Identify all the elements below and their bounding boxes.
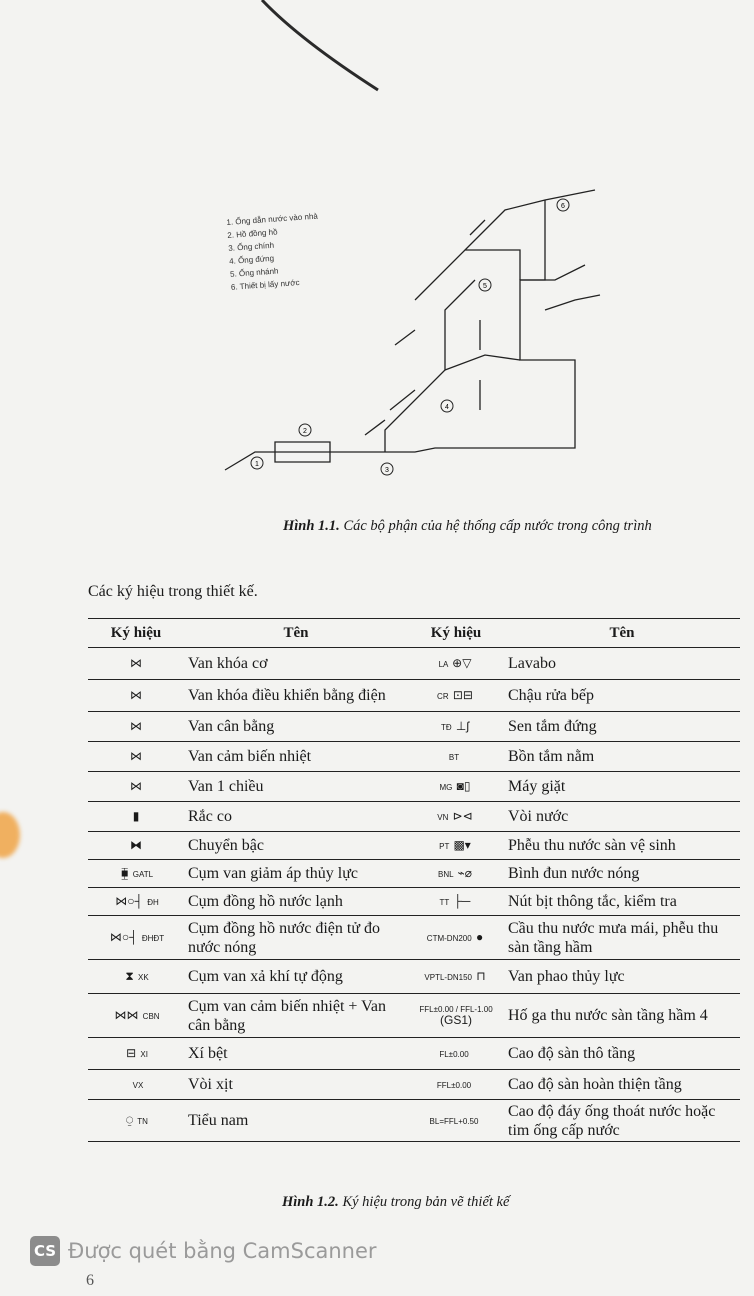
symbol-glyph-icon: ⊡⊟ <box>452 687 473 702</box>
symbol-cell <box>88 832 184 860</box>
table-row <box>88 802 740 832</box>
marker-5 <box>479 279 491 291</box>
marker-2 <box>299 424 311 436</box>
symbol-cell <box>408 648 504 680</box>
symbol-cell <box>88 772 184 802</box>
table-row <box>88 742 740 772</box>
table-row <box>88 860 740 888</box>
symbol-cell <box>88 802 184 832</box>
name-cell: Chuyển bậc <box>184 832 408 860</box>
symbol-cell <box>88 648 184 680</box>
symbol-glyph-icon: ⌁⌀ <box>457 865 472 880</box>
symbol-cell <box>408 960 504 994</box>
caption-label: Hình 1.2. <box>282 1194 339 1210</box>
symbol-cell <box>88 712 184 742</box>
intro-text: Các ký hiệu trong thiết kế. <box>88 583 258 600</box>
symbol-glyph-icon: ⧯ <box>120 865 129 880</box>
symbol-cell <box>408 680 504 712</box>
name-cell: Cao độ sàn thô tầng <box>504 1038 740 1070</box>
symbol-cell <box>408 1100 504 1142</box>
symbol-code: FL±0.00 <box>439 1049 469 1059</box>
symbol-cell <box>408 802 504 832</box>
table-row <box>88 1100 740 1142</box>
marker-6 <box>557 199 569 211</box>
symbol-glyph-icon: (GS1) <box>439 1013 472 1027</box>
marker-3 <box>381 463 393 475</box>
symbol-cell <box>88 960 184 994</box>
name-cell: Hố ga thu nước sàn tầng hầm 4 <box>504 994 740 1038</box>
name-cell: Cụm đồng hồ nước lạnh <box>184 888 408 916</box>
symbol-code: FFL±0.00 / FFL-1.00 <box>419 1005 493 1014</box>
table-row <box>88 960 740 994</box>
symbol-code: MG <box>439 782 453 792</box>
marker-1 <box>251 457 263 469</box>
symbol-code: VX <box>132 1080 144 1090</box>
symbol-glyph-icon: ◙▯ <box>456 778 471 793</box>
figure-1-caption <box>283 518 652 535</box>
col-name: Tên <box>504 619 740 648</box>
symbol-cell <box>88 994 184 1038</box>
symbol-code: ĐHĐT <box>141 933 165 943</box>
symbol-code: LA <box>438 659 448 669</box>
symbol-cell <box>408 1070 504 1100</box>
name-cell: Nút bịt thông tắc, kiểm tra <box>504 888 740 916</box>
name-cell: Vòi nước <box>504 802 740 832</box>
table-row <box>88 712 740 742</box>
symbol-code: VN <box>437 812 449 822</box>
camscanner-logo: CS <box>30 1236 60 1266</box>
col-symbol: Ký hiệu <box>88 619 184 648</box>
name-cell: Cụm van giảm áp thủy lực <box>184 860 408 888</box>
table-row <box>88 680 740 712</box>
figure-2-caption <box>282 1194 509 1211</box>
svg-text:1: 1 <box>255 461 259 468</box>
table-header <box>88 619 740 648</box>
name-cell: Van phao thủy lực <box>504 960 740 994</box>
symbol-cell <box>408 832 504 860</box>
symbol-code: CR <box>437 691 449 701</box>
name-cell: Cụm đồng hồ nước điện tử đo nước nóng <box>184 916 408 960</box>
svg-text:2: 2 <box>303 428 307 435</box>
symbol-code: TĐ <box>440 722 452 732</box>
symbol-glyph-icon: ▮ <box>132 808 140 823</box>
diagram-legend <box>226 210 323 294</box>
camscanner-watermark <box>30 1236 377 1266</box>
symbol-glyph-icon: ⊥ʃ <box>455 718 470 733</box>
table-row <box>88 648 740 680</box>
symbol-cell <box>408 712 504 742</box>
col-symbol: Ký hiệu <box>408 619 504 648</box>
name-cell: Van cân bằng <box>184 712 408 742</box>
symbol-glyph-icon: ⋈○┤ <box>115 893 143 908</box>
caption-label: Hình 1.1. <box>283 518 340 534</box>
symbol-cell <box>88 680 184 712</box>
name-cell: Cụm van cảm biến nhiệt + Van cân bằng <box>184 994 408 1038</box>
symbol-code: FFL±0.00 <box>436 1080 472 1090</box>
symbol-cell <box>88 1100 184 1142</box>
name-cell: Xí bệt <box>184 1038 408 1070</box>
table-row <box>88 994 740 1038</box>
symbol-cell <box>408 916 504 960</box>
symbol-code: XI <box>140 1049 148 1059</box>
symbol-glyph-icon: ⍜ <box>126 1112 134 1127</box>
symbol-code: BT <box>448 752 460 762</box>
symbol-code: PT <box>439 841 450 851</box>
svg-text:4: 4 <box>445 404 449 411</box>
name-cell: Chậu rửa bếp <box>504 680 740 712</box>
name-cell: Phễu thu nước sàn vệ sinh <box>504 832 740 860</box>
caption-text: Ký hiệu trong bản vẽ thiết kế <box>338 1194 510 1210</box>
symbol-cell <box>408 742 504 772</box>
symbol-code: CBN <box>142 1011 160 1021</box>
watermark-text: Được quét bằng CamScanner <box>68 1239 377 1263</box>
symbol-glyph-icon: ▩▾ <box>453 837 471 852</box>
symbol-cell <box>408 860 504 888</box>
finger-smudge <box>0 812 20 858</box>
table-row <box>88 772 740 802</box>
symbol-cell <box>88 742 184 772</box>
symbol-cell <box>408 994 504 1038</box>
svg-text:5: 5 <box>483 283 487 290</box>
legend-item: 1. Ống dẫn nước vào nhà <box>226 211 319 227</box>
name-cell: Cầu thu nước mưa mái, phễu thu sàn tầng hầm <box>504 916 740 960</box>
symbol-code: BL=FFL+0.50 <box>429 1116 479 1126</box>
symbol-glyph-icon: ⊟ <box>126 1045 137 1060</box>
name-cell: Sen tắm đứng <box>504 712 740 742</box>
symbol-code: XK <box>138 972 149 982</box>
legend-item: 4. Ống đứng <box>228 253 275 266</box>
table-row <box>88 1070 740 1100</box>
symbol-glyph-icon: ⊓ <box>476 968 486 983</box>
legend-item: 5. Ống nhánh <box>229 266 279 279</box>
symbol-code: TT <box>439 897 450 907</box>
symbol-code: TN <box>137 1116 148 1126</box>
name-cell: Tiểu nam <box>184 1100 408 1142</box>
symbol-cell <box>408 1038 504 1070</box>
symbol-glyph-icon: ⋈⋈ <box>114 1007 139 1022</box>
symbol-cell <box>88 916 184 960</box>
table-row <box>88 1038 740 1070</box>
symbol-glyph-icon: ⧗ <box>125 968 134 983</box>
pen-stroke <box>0 0 754 120</box>
name-cell: Van 1 chiều <box>184 772 408 802</box>
table-row <box>88 832 740 860</box>
symbol-cell <box>408 772 504 802</box>
symbol-cell <box>408 888 504 916</box>
symbol-glyph-icon: ⋈ <box>130 718 142 733</box>
symbol-glyph-icon: ├─ <box>453 893 471 908</box>
symbol-glyph-icon: ⋈ <box>130 748 142 763</box>
legend-item: 3. Ống chính <box>227 240 275 253</box>
symbol-glyph-icon: ⧓ <box>130 837 142 852</box>
symbol-glyph-icon: ⋈ <box>130 687 142 702</box>
name-cell: Van khóa điều khiển bằng điện <box>184 680 408 712</box>
table-row <box>88 888 740 916</box>
name-cell: Rắc co <box>184 802 408 832</box>
symbol-glyph-icon: ● <box>475 929 484 944</box>
svg-text:6: 6 <box>561 203 565 210</box>
name-cell: Bình đun nước nóng <box>504 860 740 888</box>
svg-text:3: 3 <box>385 467 389 474</box>
name-cell: Cụm van xả khí tự động <box>184 960 408 994</box>
legend-item: 2. Hồ đồng hồ <box>227 227 278 240</box>
symbol-glyph-icon: ⋈ <box>130 778 142 793</box>
symbol-cell <box>88 1070 184 1100</box>
legend-item: 6. Thiết bị lấy nước <box>230 278 300 292</box>
symbols-table <box>88 618 740 1142</box>
symbol-glyph-icon: ⋈○┤ <box>109 929 138 944</box>
symbol-code: BNL <box>438 869 454 879</box>
symbol-code: GATL <box>132 869 154 879</box>
page-number: 6 <box>86 1272 94 1289</box>
name-cell: Cao độ sàn hoàn thiện tầng <box>504 1070 740 1100</box>
caption-text: Các bộ phận của hệ thống cấp nước trong công trình <box>339 518 652 534</box>
symbol-code: ĐH <box>147 897 159 907</box>
name-cell: Máy giặt <box>504 772 740 802</box>
name-cell: Cao độ đáy ống thoát nước hoặc tim ống cấp nước <box>504 1100 740 1142</box>
symbol-glyph-icon: ⊳⊲ <box>452 808 473 823</box>
symbol-glyph-icon: ⋈ <box>130 655 142 670</box>
symbol-cell <box>88 888 184 916</box>
name-cell: Van cảm biến nhiệt <box>184 742 408 772</box>
name-cell: Bồn tắm nằm <box>504 742 740 772</box>
name-cell: Lavabo <box>504 648 740 680</box>
col-name: Tên <box>184 619 408 648</box>
marker-4 <box>441 400 453 412</box>
symbol-glyph-icon: ⊕▽ <box>452 655 472 670</box>
name-cell: Van khóa cơ <box>184 648 408 680</box>
symbol-code: CTM-DN200 <box>426 933 472 943</box>
table-row <box>88 916 740 960</box>
name-cell: Vòi xịt <box>184 1070 408 1100</box>
symbol-cell <box>88 860 184 888</box>
symbol-cell <box>88 1038 184 1070</box>
symbol-code: VPTL-DN150 <box>424 972 472 982</box>
